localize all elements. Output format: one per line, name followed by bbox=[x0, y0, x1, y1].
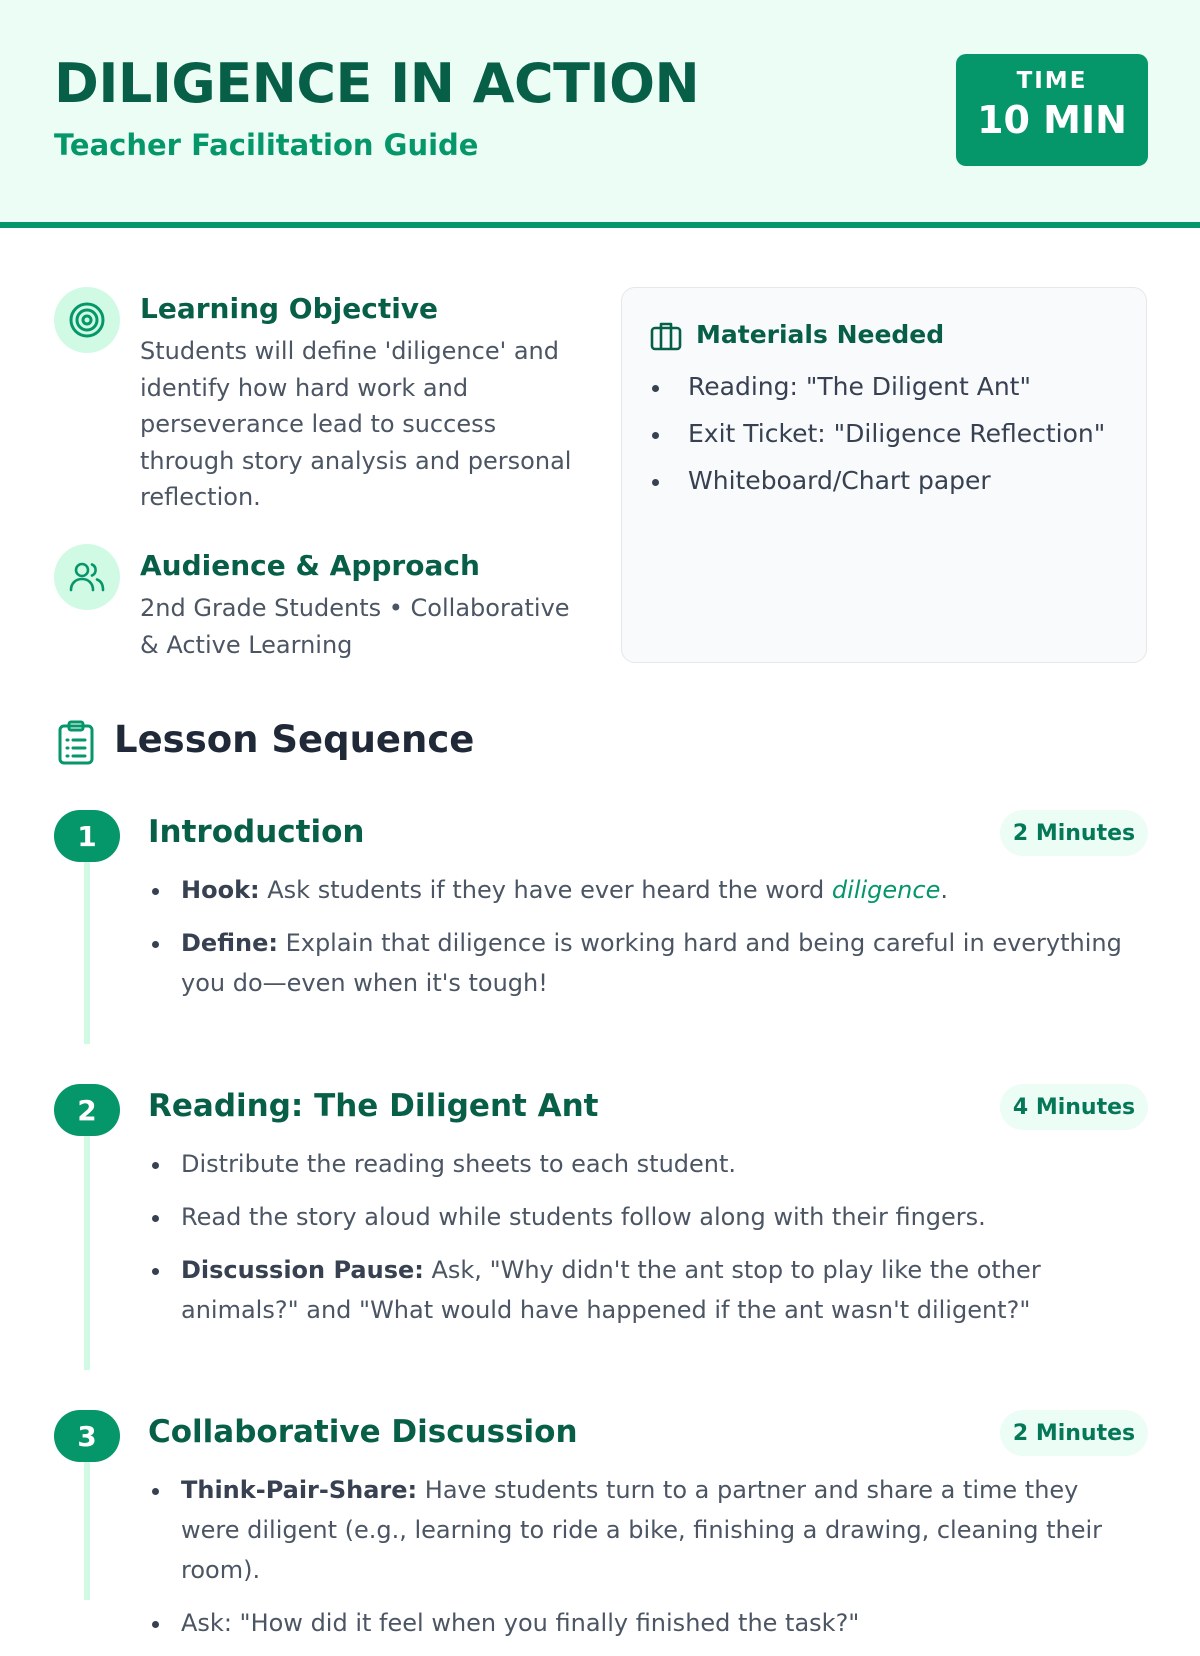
page-title: DILIGENCE IN ACTION bbox=[54, 52, 700, 115]
target-icon bbox=[54, 287, 120, 353]
step-item: Read the story aloud while students follow along with their fingers. bbox=[148, 1197, 1138, 1237]
materials-card bbox=[621, 287, 1147, 663]
material-item: Exit Ticket: "Diligence Reflection" bbox=[650, 417, 1105, 464]
step-number: 3 bbox=[54, 1410, 120, 1462]
step-item: Think-Pair-Share: Have students turn to a partner and share a time they were diligent (e.g., learning to ride a bike, finishing a drawing, cleaning their room). bbox=[148, 1470, 1138, 1590]
step-duration-badge: 4 Minutes bbox=[1000, 1084, 1148, 1130]
sequence-heading: Lesson Sequence bbox=[114, 718, 475, 761]
step-number: 1 bbox=[54, 810, 120, 862]
step-item: Discussion Pause: Ask, "Why didn't the ant stop to play like the other animals?" and "What would have happened if the ant wasn't diligent?" bbox=[148, 1250, 1138, 1330]
material-item: Whiteboard/Chart paper bbox=[650, 464, 1105, 511]
timeline-line bbox=[84, 860, 90, 1044]
timeline-line bbox=[84, 1134, 90, 1370]
materials-heading: Materials Needed bbox=[696, 320, 945, 349]
time-label: TIME bbox=[1016, 68, 1088, 94]
step-list bbox=[148, 1470, 1138, 1656]
step-number: 2 bbox=[54, 1084, 120, 1136]
briefcase-icon bbox=[649, 320, 683, 356]
timeline-line bbox=[84, 1460, 90, 1600]
step-list bbox=[148, 1144, 1138, 1343]
clipboard-list-icon bbox=[56, 720, 96, 770]
step-duration-badge: 2 Minutes bbox=[1000, 1410, 1148, 1456]
step-title: Collaborative Discussion bbox=[148, 1414, 578, 1450]
page-subtitle: Teacher Facilitation Guide bbox=[54, 128, 479, 162]
time-badge bbox=[956, 54, 1148, 166]
users-icon bbox=[54, 544, 120, 610]
materials-list bbox=[650, 370, 1105, 511]
objective-heading: Learning Objective bbox=[140, 292, 439, 325]
header bbox=[0, 0, 1200, 228]
material-item: Reading: "The Diligent Ant" bbox=[650, 370, 1105, 417]
step-title: Reading: The Diligent Ant bbox=[148, 1088, 599, 1124]
step-item: Distribute the reading sheets to each student. bbox=[148, 1144, 1138, 1184]
step-item: Ask: "How did it feel when you finally finished the task?" bbox=[148, 1603, 1138, 1643]
step-title: Introduction bbox=[148, 814, 365, 850]
objective-text: Students will define 'diligence' and identify how hard work and perseverance lead to success through story analysis and personal reflection. bbox=[140, 337, 572, 511]
audience-heading: Audience & Approach bbox=[140, 549, 480, 582]
step-item: Define: Explain that diligence is working hard and being careful in everything you do—even when it's tough! bbox=[148, 923, 1138, 1003]
step-item: Hook: Ask students if they have ever heard the word diligence. bbox=[148, 870, 1138, 910]
time-value: 10 MIN bbox=[977, 98, 1127, 142]
step-duration-badge: 2 Minutes bbox=[1000, 810, 1148, 856]
audience-text: 2nd Grade Students • Collaborative & Active Learning bbox=[140, 594, 570, 659]
step-list bbox=[148, 870, 1138, 1016]
